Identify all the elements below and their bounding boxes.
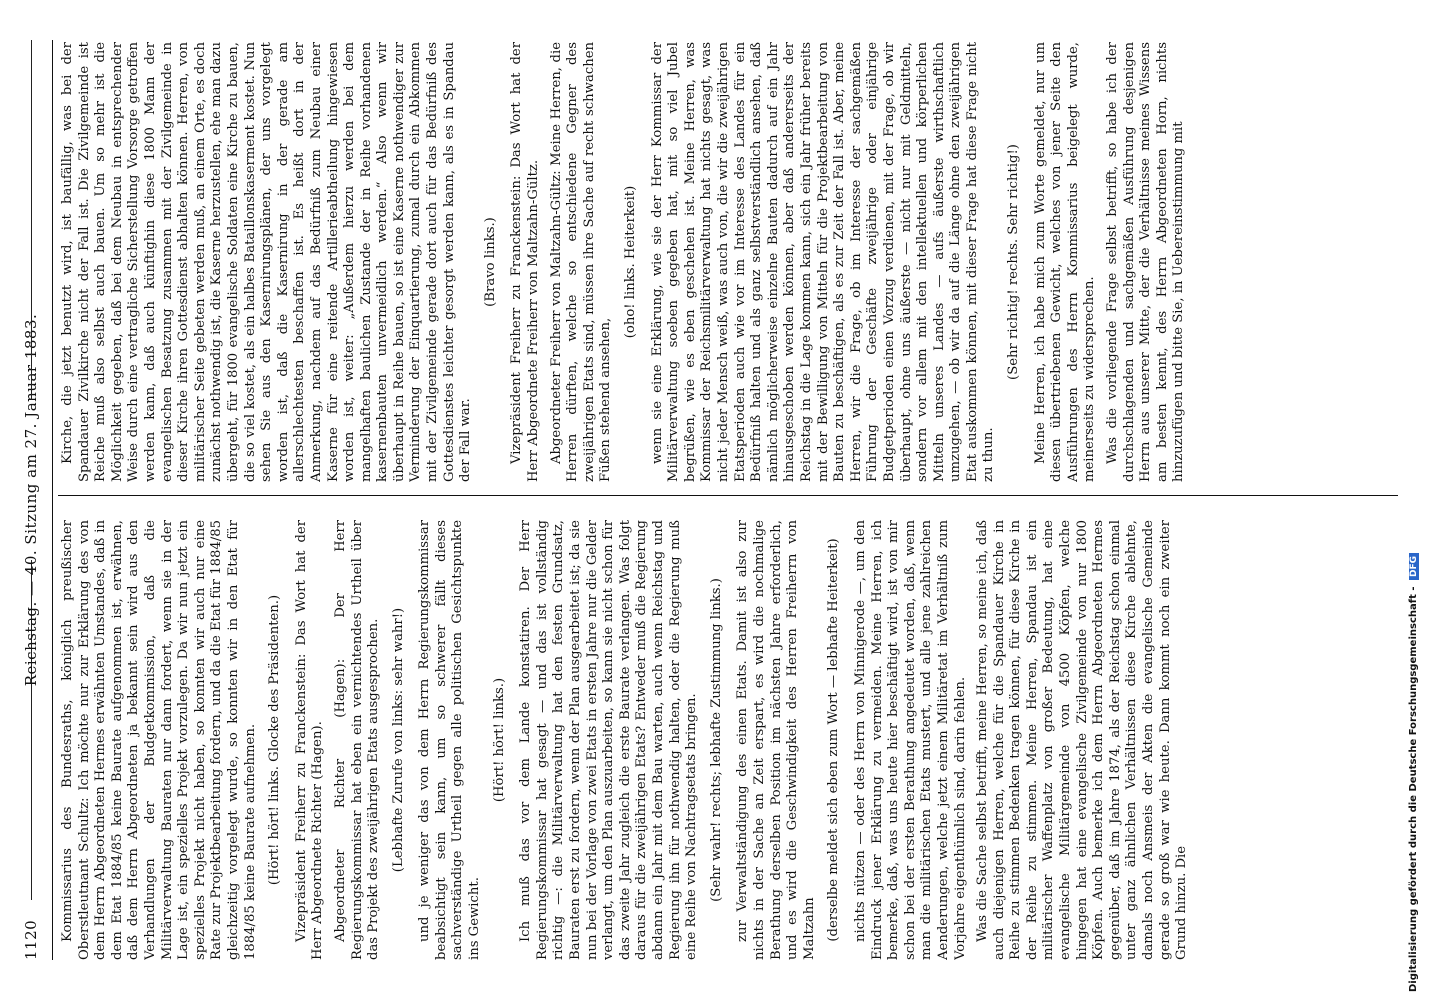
reaction: (Sehr wahr! rechts; lebhafte Zustimmung links.): [708, 578, 724, 902]
digitization-credit: [1408, 553, 1419, 992]
paragraph: Ich muß das vor dem Lande konstatiren. Der Herr Regierungskommissar hat gesagt — und das ist vollständig richtig —: die Militärverwaltung hat den festen Grundsatz, Bauraten erst zu fordern, wenn der Plan ausgearbeitet ist; da sie nun bei der Vorlage von zwei Etats in ersten Jahre nur die Gelder verlangt, um den Plan auszuarbeiten, so kann sie nicht schon für das zweite Jahr zugleich die erste Baurate verlangen. Was folgt daraus für die zweijährigen Etats? Entweder muß die Regierung abdann ein Jahr mit dem Bau warten, auch wenn Reichstag und Regierung ihn für nothwendig halten, oder die Regierung muß eine Reihe von Nachtragsetats bringen.: [518, 520, 700, 960]
reaction: (Bravo links.): [482, 217, 498, 307]
left-column: [60, 520, 1390, 960]
paragraph: wenn sie eine Erklärung, wie sie der Herr Kommissar der Militärverwaltung soeben gegeben hat, mit so viel Jubel begrüßen, wie es eben geschehen ist. Meine Herren, was Kommissar der Reichsmilitärverwaltung hat nichts gesagt, was nicht jeder Mensch weiß, was auch von, die wir die zweijährigen Etatsperioden auch wie vor im Interesse des Landes für ein Bedürfniß halten und als ganz selbstverständlich ansehen, daß nämlich möglicherweise einzelne Bauten dadurch auf ein Jahr hinausgeschoben werden können, aber daß andererseits der Reichstag in die Lage kommen kann, sich ein Jahr früher bereits mit der Bewilligung von Mitteln für die Projektbearbeitung von Bauten zu beschäftigen, als es zur Zeit der Fall ist. Aber, meine Herren, wir die Frage, ob im Interesse der sachgemäßen Führung der Geschäfte zweijährige oder einjährige Budgetperioden einen Vorzug verdienen, mit der Frage, ob wir überhaupt, ohne uns äußerste — nicht nur mit Geldmitteln, sondern vor allem mit den intellektuellen und körperlichen Mitteln unseres Landes — aufs äußerste wirthschaftlich umzugehen, — ob wir da auf die Länge ohne den zweijährigen Etat auskommen können, mit dieser Frage hat diese Frage nicht zu thun.: [649, 42, 997, 482]
reaction: (Lebhafte Zurufe von links: sehr wahr!): [390, 607, 406, 873]
paragraph: Kommissarius des Bundesraths, königlich preußischer Oberstleutnant Schultz: Ich möchte nur zur Erklärung des von dem Herrn Abgeordneten Hermes erwähnten Umstandes, daß in dem Etat 1884/85 keine Baurate aufgenommen ist, erwähnen, daß dem Herrn Abgeordneten ja bekannt sein wird aus den Verhandlungen der Budgetkommission, daß die Militärverwaltung Bauraten nur dann fordert, wenn sie in der Lage ist, ein spezielles Projekt vorzulegen. Da wir nun jetzt ein spezielles Projekt nicht haben, so konnten wir auch nur eine Rate zur Projektbearbeitung fordern, und da die Etat für 1884/85 gleichzeitig vorgelegt wurde, so konnten wir in den Etat für 1884/85 keine Baurate aufnehmen.: [60, 520, 258, 960]
reaction: (Hört! hört! links. Glocke des Präsidenten.): [267, 594, 283, 886]
right-column: [60, 42, 1390, 482]
reaction: (Hört! hört! links.): [491, 677, 507, 803]
reaction: (oho! links. Heiterkeit): [623, 185, 638, 339]
head-rule-right: [31, 40, 32, 400]
paragraph: Was die Sache selbst betrifft, meine Herren, so meine ich, daß auch diejenigen Herren, welche für die Spandauer Kirche in Reihe zu stimmen Bedenken tragen können, für diese Kirche in der Reihe zu stimmen. Meine Herren, Spandau ist ein militärischer Waffenplatz von großer Bedeutung, hat eine evangelische Militärgemeinde von 4500 Köpfen, welche hingegen hat eine evangelische Zivilgemeinde von nur 1800 Köpfen. Auch bemerke ich dem Herrn Abgeordneten Hermes gegenüber, daß im Jahre 1874, als der Reichstag schon einmal unter ganz ähnlichen Verhältnissen diese Kirche ablehnte, damals noch Ansmeis der Akten die evangelische Gemeinde gerade so groß war wie heute. Dann kommt noch ein zweiter Grund hinzu. Die: [975, 520, 1190, 960]
credit-text: Digitalisierung gefördert durch die Deutsche Forschungsgemeinschaft -: [1408, 586, 1419, 992]
page-number: 1120: [22, 919, 40, 960]
paragraph: Kirche, die jetzt benutzt wird, ist baufällig, was bei der Spandauer Zivilkirche nicht der Fall ist. Die Zivilgemeinde ist Reiche muß also selbst auch bauen. Um so mehr ist die Möglichkeit gegeben, daß bei dem Neubau in entsprechender Weise durch eine vertragliche Sicherstellung Vorsorge getroffen werden kann, daß auch künftighin diese 1800 Mann der evangelischen Besatzung zusammen mit der Zivilgemeinde in dieser Kirche ihren Gottesdienst abhalten können. Herren, von militärischer Seite gebeten werden muß, an einem Orte, es doch zunächst nothwendig ist, die Kaserne herzustellen, ehe man dazu übergeht, für 1800 evangelische Soldaten eine Kirche zu bauen, die so viel kostet, als ein halbes Bataillonskaserment kostet. Nun sehen Sie aus den Kasernirungsplänen, der uns vorgelegt worden ist, daß die Kasernirung in der gerade am allerschlechtesten beschaffen ist. Es heißt dort in der Anmerkung, nachdem auf das Bedürfniß zum Neubau einer Kaserne für eine reitende Artillerieabtheilung hingewiesen worden ist, weiter: „Außerdem hierzu werden bei dem mangelhaften baulichen Zustande der in Reihe vorhandenen kasernenbauten unvermeidlich werden.“ Also wenn wir überhaupt in Reihe bauen, so ist eine Kaserne nothwendiger zur Verminderung der Einquartierung, zumal durch ein Abkommen mit der Zivilgemeinde gerade dort auch für das Bedürfniß des Gottesdienstes leichter gesorgt werden kann, als es in Spandau der Fall war.: [60, 42, 474, 482]
paragraph: und je weniger das von dem Herrn Regierungskommissar beabsichtigt sein kann, um so schwerer fällt dieses sachverständige Urtheil gegen alle politischen Gesichtspunkte ins Gewicht.: [417, 520, 483, 960]
paragraph: Vizepräsident Freiherr zu Franckenstein: Das Wort hat der Herr Abgeordnete Freiherr von Maltzahn-Gültz.: [509, 42, 542, 482]
dfg-logo-icon: DFG: [1409, 553, 1419, 580]
paragraph: Abgeordneter Freiherr von Maltzahn-Gültz: Meine Herren, die Herren dürften, welche so entschiedene Gegner des zweijährigen Etats sind, müssen ihre Sache auf recht schwachen Füßen stehend ansehen,: [548, 42, 614, 482]
running-head: [22, 40, 48, 960]
paragraph: Abgeordneter Richter (Hagen): Der Herr Regierungskommissar hat eben ein vernichtendes Urtheil über das Projekt des zweijährigen Etats ausgesprochen.: [332, 520, 382, 960]
reaction: (derselbe meldet sich eben zum Wort — lebhafte Heiterkeit): [826, 538, 842, 942]
header-divider: [52, 40, 53, 960]
page-title: Reichstag. — 40. Sitzung am 27. Januar 1883.: [22, 313, 40, 687]
column-divider: [58, 495, 1398, 496]
paragraph: Was die vorliegende Frage selbst betrifft, so habe ich der durchschlagenden und sachgemäßen Ausführung desjenigen Herrn aus unserer Mitte, der die Verhältnisse meines Wissens am besten kennt, des Herrn Abgeordneten Horn, nichts hinzuzufügen und bitte Sie, in Uebereinstimmung mit: [1105, 42, 1187, 482]
reaction: (Sehr richtig! rechts. Sehr richtig!): [1006, 144, 1022, 380]
paragraph: Vizepräsident Freiherr zu Franckenstein: Das Wort hat der Herr Abgeordnete Richter (Hagen).: [293, 520, 326, 960]
paragraph: zur Verwaltständigung des einen Etats. Damit ist also zur nichts in der Sache an Zeit erspart, es wird die nochmalige Berathung derselben Position im nächsten Jahre erforderlich, und es wird die Geschwindigkeit des Herren Freiherrn von Maltzahn: [735, 520, 817, 960]
paragraph: Meine Herren, ich habe mich zum Worte gemeldet, nur um diesen übertriebenen Gewicht, welches von jener Seite den Ausführungen des Herrn Kommissarius beigelegt wurde, meinerseits zu widersprechen.: [1032, 42, 1098, 482]
paragraph: nichts nützen — oder des Herrn von Minnigerode —, um den Eindruck jener Erklärung zu vermeiden. Meine Herren, ich bemerke, daß, was uns heute hier beschäftigt wird, ist von mir schon bei der ersten Berathung angedeutet worden, daß, wenn man die militärischen Etats mustert, und alle jene zahlreichen Aenderungen, welche jetzt einem Militäretat im Verhältniß zum Vorjahre eigenthümlich sind, darin fehlen.: [852, 520, 968, 960]
